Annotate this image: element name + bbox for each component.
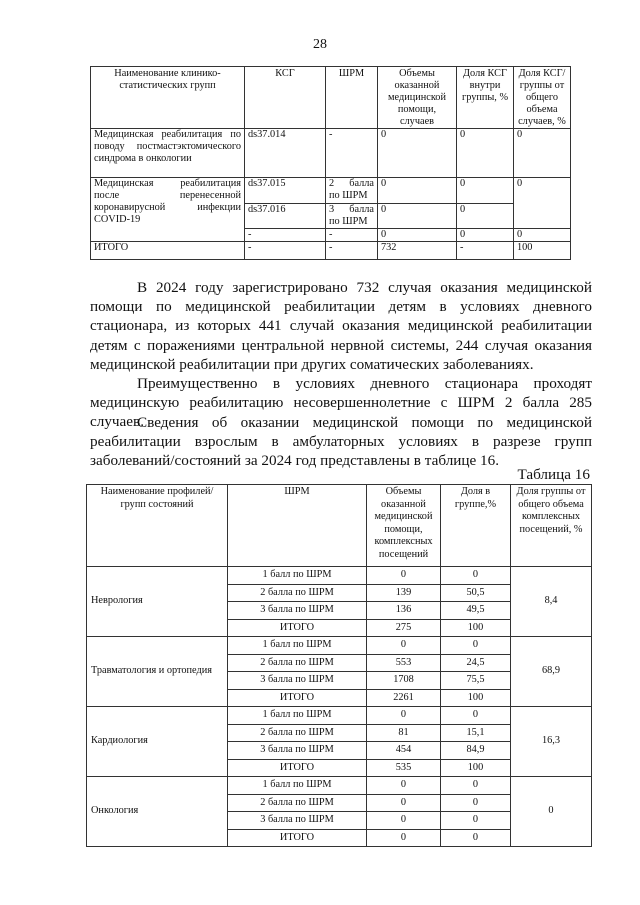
shrm-label: ИТОГО [228, 829, 367, 847]
paragraph [90, 413, 592, 471]
header-volume: Объемы оказанной медицинской помощи, случаев [378, 67, 457, 129]
shrm-value: 2 балла по ШРМ [326, 178, 378, 204]
shrm-label: 1 балл по ШРМ [228, 777, 367, 795]
share-total: 8,4 [511, 567, 592, 637]
header-share-total: Доля КСГ/группы от общего объема случаев, % [514, 67, 571, 129]
table-row [91, 129, 571, 178]
volume-value: 0 [367, 777, 441, 795]
volume-value: 0 [378, 204, 457, 229]
table-row [91, 178, 571, 204]
ksg-table [90, 66, 571, 260]
header-shrm: ШРМ [228, 485, 367, 567]
volume-value: 0 [367, 829, 441, 847]
shrm-value: - [326, 229, 378, 242]
share-in-group: - [457, 242, 514, 260]
volume-value: 732 [378, 242, 457, 260]
share-total: 68,9 [511, 637, 592, 707]
volume-value: 0 [367, 637, 441, 655]
share-total: 0 [514, 229, 571, 242]
shrm-value: - [326, 242, 378, 260]
volume-value: 0 [367, 707, 441, 725]
profile-name: Кардиология [87, 707, 228, 777]
shrm-label: 1 балл по ШРМ [228, 637, 367, 655]
volume-value: 0 [367, 812, 441, 830]
share-in-group: 0 [457, 178, 514, 204]
header-shrm: ШРМ [326, 67, 378, 129]
shrm-label: ИТОГО [228, 689, 367, 707]
shrm-label: 2 балла по ШРМ [228, 654, 367, 672]
shrm-label: 2 балла по ШРМ [228, 584, 367, 602]
share-in-group: 75,5 [441, 672, 511, 690]
share-total: 0 [514, 129, 571, 178]
volume-value: 139 [367, 584, 441, 602]
group-name: ИТОГО [91, 242, 245, 260]
table-header-row [91, 67, 571, 129]
volume-value: 0 [378, 229, 457, 242]
volume-value: 0 [378, 178, 457, 204]
rehab-outpatient-table [86, 484, 592, 847]
table-row [87, 567, 592, 585]
share-in-group: 0 [441, 637, 511, 655]
table-row [87, 637, 592, 655]
paragraph-text: Сведения об оказании медицинской помощи по медицинской реабилитации взрослым в амбулаторных условиях в разрезе групп заболеваний/состояний за 2024 год представлены в таблице 16. [90, 414, 592, 470]
share-in-group: 0 [441, 777, 511, 795]
volume-value: 454 [367, 742, 441, 760]
table-row [87, 777, 592, 795]
header-profile: Наименование профилей/групп состояний [87, 485, 228, 567]
volume-value: 535 [367, 759, 441, 777]
shrm-label: 3 балла по ШРМ [228, 672, 367, 690]
volume-value: 136 [367, 602, 441, 620]
volume-value: 0 [378, 129, 457, 178]
ksg-code: ds37.014 [245, 129, 326, 178]
shrm-label: 3 балла по ШРМ [228, 602, 367, 620]
ksg-code: - [245, 229, 326, 242]
shrm-label: 2 балла по ШРМ [228, 794, 367, 812]
shrm-label: 1 балл по ШРМ [228, 707, 367, 725]
volume-value: 81 [367, 724, 441, 742]
share-in-group: 50,5 [441, 584, 511, 602]
profile-name: Онкология [87, 777, 228, 847]
volume-value: 0 [367, 567, 441, 585]
share-in-group: 0 [441, 829, 511, 847]
share-in-group: 0 [441, 707, 511, 725]
header-share-total: Доля группы от общего объема комплексных посещений, % [511, 485, 592, 567]
shrm-label: 3 балла по ШРМ [228, 812, 367, 830]
header-volume: Объемы оказанной медицинской помощи, комплексных посещений [367, 485, 441, 567]
share-total: 0 [511, 777, 592, 847]
group-name: Медицинская реабилитация по поводу постмастэктомического синдрома в онкологии [91, 129, 245, 178]
header-share-in-group: Доля в группе,% [441, 485, 511, 567]
volume-value: 0 [367, 794, 441, 812]
paragraph-text: В 2024 году зарегистрировано 732 случая оказания медицинской помощи по медицинской реабилитации детям в условиях дневного стационара, из которых 441 случай оказания медицинской реабилитации детям с поражениями центральной нервной системы, 244 случая оказания медицинской реабилитации при других соматических заболеваниях. [90, 279, 592, 373]
volume-value: 275 [367, 619, 441, 637]
share-in-group: 0 [457, 129, 514, 178]
group-name: Медицинская реабилитация после перенесенной коронавирусной инфекции COVID-19 [91, 178, 245, 242]
volume-value: 2261 [367, 689, 441, 707]
share-in-group: 100 [441, 619, 511, 637]
volume-value: 553 [367, 654, 441, 672]
share-in-group: 0 [441, 794, 511, 812]
volume-value: 1708 [367, 672, 441, 690]
shrm-label: 3 балла по ШРМ [228, 742, 367, 760]
share-in-group: 49,5 [441, 602, 511, 620]
ksg-code: ds37.016 [245, 204, 326, 229]
shrm-value: 3 балла по ШРМ [326, 204, 378, 229]
share-in-group: 0 [441, 567, 511, 585]
table-caption: Таблица 16 [517, 466, 590, 483]
share-total: 0 [514, 178, 571, 229]
shrm-label: 2 балла по ШРМ [228, 724, 367, 742]
shrm-label: 1 балл по ШРМ [228, 567, 367, 585]
shrm-value: - [326, 129, 378, 178]
share-total: 16,3 [511, 707, 592, 777]
table-header-row [87, 485, 592, 567]
share-in-group: 0 [457, 229, 514, 242]
page-number: 28 [313, 37, 327, 52]
paragraph [90, 278, 592, 374]
share-in-group: 100 [441, 689, 511, 707]
table-total-row [91, 242, 571, 260]
share-in-group: 84,9 [441, 742, 511, 760]
share-in-group: 15,1 [441, 724, 511, 742]
ksg-code: - [245, 242, 326, 260]
header-ksg: КСГ [245, 67, 326, 129]
header-share-in-group: Доля КСГ внутри группы, % [457, 67, 514, 129]
ksg-code: ds37.015 [245, 178, 326, 204]
share-total: 100 [514, 242, 571, 260]
table-row [87, 707, 592, 725]
header-group: Наименование клинико-статистических групп [91, 67, 245, 129]
paragraph-text: Преимущественно в условиях дневного стационара проходят медицинскую реабилитацию несовершеннолетние с ШРМ 2 балла 285 случаев. [90, 375, 592, 431]
profile-name: Травматология и ортопедия [87, 637, 228, 707]
shrm-label: ИТОГО [228, 619, 367, 637]
share-in-group: 24,5 [441, 654, 511, 672]
shrm-label: ИТОГО [228, 759, 367, 777]
profile-name: Неврология [87, 567, 228, 637]
share-in-group: 0 [441, 812, 511, 830]
share-in-group: 0 [457, 204, 514, 229]
share-in-group: 100 [441, 759, 511, 777]
